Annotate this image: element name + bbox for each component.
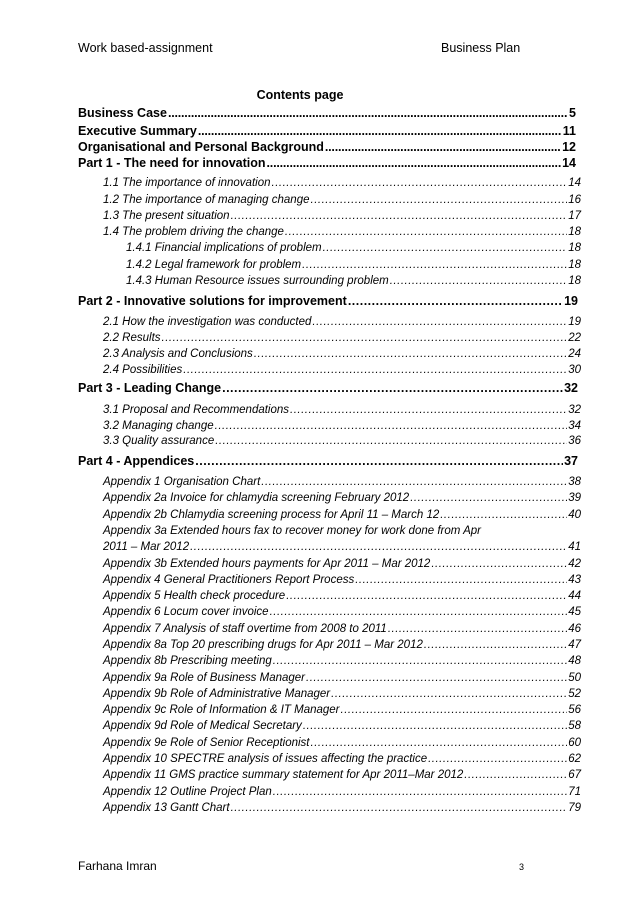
toc-page: 60 — [568, 737, 581, 749]
toc-page: 14 — [562, 156, 576, 170]
toc-entry-appendix[interactable] — [103, 786, 581, 798]
toc-label: Appendix 1 Organisation Chart — [103, 476, 261, 488]
toc-label: Appendix 4 General Practitioners Report Process — [103, 574, 355, 586]
toc-entry-appendix[interactable] — [103, 574, 581, 586]
toc-entry[interactable] — [103, 194, 581, 206]
toc-label: 1.4 The problem driving the change — [103, 226, 284, 238]
toc-page: 44 — [568, 590, 581, 602]
header-right: Business Plan — [441, 41, 521, 55]
toc-entry[interactable] — [103, 177, 581, 189]
toc-label: 2011 – Mar 2012 — [103, 541, 190, 553]
toc-label: Appendix 13 Gantt Chart — [103, 802, 230, 814]
toc-entry-appendix[interactable] — [103, 672, 581, 684]
toc-page: 34 — [568, 420, 581, 432]
toc-entry[interactable] — [103, 404, 581, 416]
toc-label: 2.4 Possibilities — [103, 364, 183, 376]
toc-page: 46 — [568, 623, 581, 635]
toc-page: 43 — [568, 574, 581, 586]
footer-author: Farhana Imran — [78, 859, 157, 873]
toc-page: 79 — [568, 802, 581, 814]
toc-label: Appendix 8a Top 20 prescribing drugs for Apr 2011 – Mar 2012 — [103, 639, 423, 651]
toc-page: 47 — [568, 639, 581, 651]
toc-page: 40 — [568, 509, 581, 521]
toc-entry-appendix[interactable] — [103, 655, 581, 667]
toc-page: 50 — [568, 672, 581, 684]
toc-entry-appendix[interactable] — [103, 590, 581, 602]
toc-page: 62 — [568, 753, 581, 765]
toc-label: 1.4.1 Financial implications of problem — [126, 242, 322, 254]
toc-entry-appendix[interactable] — [103, 606, 581, 618]
toc-entry-appendix[interactable] — [103, 753, 581, 765]
toc-entry-appendix[interactable] — [103, 704, 581, 716]
toc-label: Part 1 - The need for innovation — [78, 156, 266, 170]
toc-page: 5 — [569, 106, 576, 120]
toc-label: 3.3 Quality assurance — [103, 435, 215, 447]
header-left: Work based-assignment — [78, 41, 213, 55]
toc-label: Part 3 - Leading Change — [78, 381, 222, 395]
toc-page: 58 — [568, 720, 581, 732]
toc-label: Appendix 9a Role of Business Manager — [103, 672, 306, 684]
toc-entry-background[interactable] — [78, 140, 576, 154]
toc-entry-part2[interactable] — [78, 294, 578, 308]
toc-entry-appendix[interactable] — [103, 769, 581, 781]
toc-label: Appendix 9d Role of Medical Secretary — [103, 720, 302, 732]
toc-label: 1.4.3 Human Resource issues surrounding problem — [126, 275, 389, 287]
toc-label: Part 4 - Appendices — [78, 454, 195, 468]
toc-label: 1.2 The importance of managing change — [103, 194, 310, 206]
toc-entry[interactable] — [103, 364, 581, 376]
toc-label: Appendix 6 Locum cover invoice — [103, 606, 269, 618]
toc-page: 19 — [568, 316, 581, 328]
toc-entry-appendix[interactable] — [103, 541, 581, 553]
toc-entry-appendix[interactable] — [103, 639, 581, 651]
toc-page: 14 — [568, 177, 581, 189]
toc-label: Appendix 5 Health check procedure — [103, 590, 286, 602]
footer-page-number: 3 — [519, 862, 525, 872]
toc-label: Appendix 2b Chlamydia screening process for April 11 – March 12 — [103, 509, 440, 521]
toc-entry[interactable] — [103, 420, 581, 432]
toc-page: 18 — [568, 242, 581, 254]
toc-label: 3.2 Managing change — [103, 420, 214, 432]
toc-label: Appendix 7 Analysis of staff overtime from 2008 to 2011 — [103, 623, 387, 635]
toc-label: 1.1 The importance of innovation — [103, 177, 271, 189]
toc-page: 38 — [568, 476, 581, 488]
toc-entry[interactable] — [103, 226, 581, 238]
toc-label: Appendix 2a Invoice for chlamydia screening February 2012 — [103, 492, 410, 504]
toc-entry-appendix[interactable] — [103, 492, 581, 504]
toc-page: 22 — [568, 332, 581, 344]
toc-label: 1.4.2 Legal framework for problem — [126, 259, 302, 271]
toc-entry[interactable] — [126, 242, 581, 254]
toc-entry-appendix[interactable] — [103, 509, 581, 521]
toc-page: 24 — [568, 348, 581, 360]
toc-page: 18 — [568, 226, 581, 238]
toc-label: Appendix 10 SPECTRE analysis of issues affecting the practice — [103, 753, 428, 765]
toc-entry-appendix[interactable] — [103, 623, 581, 635]
toc-label: 3.1 Proposal and Recommendations — [103, 404, 290, 416]
toc-entry-appendix[interactable] — [103, 737, 581, 749]
toc-entry[interactable] — [103, 210, 581, 222]
toc-label: Appendix 9e Role of Senior Receptionist — [103, 737, 310, 749]
toc-entry[interactable] — [126, 275, 581, 287]
toc-entry-executive-summary[interactable] — [78, 124, 576, 138]
toc-entry-part3[interactable] — [78, 381, 578, 395]
toc-page: 67 — [568, 769, 581, 781]
toc-page: 18 — [568, 259, 581, 271]
toc-label: Appendix 3b Extended hours payments for Apr 2011 – Mar 2012 — [103, 558, 431, 570]
toc-label: Executive Summary — [78, 124, 197, 138]
toc-entry-appendix[interactable] — [103, 688, 581, 700]
toc-page: 19 — [564, 294, 578, 308]
toc-entry-appendix[interactable] — [103, 476, 581, 488]
toc-entry-appendix[interactable] — [103, 720, 581, 732]
toc-page: 32 — [564, 381, 578, 395]
toc-entry[interactable] — [126, 259, 581, 271]
toc-label: Appendix 9c Role of Information & IT Manager — [103, 704, 340, 716]
toc-page: 71 — [568, 786, 581, 798]
toc-page: 39 — [568, 492, 581, 504]
toc-page: 45 — [568, 606, 581, 618]
toc-entry-business-case[interactable] — [78, 106, 576, 120]
toc-page: 18 — [568, 275, 581, 287]
toc-label: Business Case — [78, 106, 167, 120]
toc-label: 2.2 Results — [103, 332, 161, 344]
toc-page: 41 — [568, 541, 581, 553]
toc-page: 11 — [562, 124, 576, 138]
toc-page: 42 — [568, 558, 581, 570]
toc-entry[interactable] — [103, 348, 581, 360]
toc-page: 56 — [568, 704, 581, 716]
toc-entry-appendix[interactable] — [103, 558, 581, 570]
toc-entry[interactable] — [103, 332, 581, 344]
toc-appendix-3a-line1[interactable]: Appendix 3a Extended hours fax to recover money for work done from Apr — [103, 525, 481, 537]
toc-entry[interactable] — [103, 316, 581, 328]
page-title: Contents page — [256, 88, 344, 102]
toc-entry-appendix[interactable] — [103, 802, 581, 814]
toc-label: Appendix 12 Outline Project Plan — [103, 786, 272, 798]
toc-entry[interactable] — [103, 435, 581, 447]
toc-label: 2.3 Analysis and Conclusions — [103, 348, 253, 360]
toc-label: Part 2 - Innovative solutions for improvement — [78, 294, 347, 308]
toc-entry-part4[interactable] — [78, 454, 578, 468]
toc-page: 12 — [562, 140, 576, 154]
toc-page: 16 — [568, 194, 581, 206]
toc-page: 32 — [568, 404, 581, 416]
toc-entry-part1[interactable] — [78, 156, 576, 170]
toc-label: Appendix 11 GMS practice summary statement for Apr 2011–Mar 2012 — [103, 769, 464, 781]
toc-label: 1.3 The present situation — [103, 210, 230, 222]
toc-label: Organisational and Personal Background — [78, 140, 324, 154]
toc-page: 37 — [564, 454, 578, 468]
toc-page: 48 — [568, 655, 581, 667]
toc-label: Appendix 8b Prescribing meeting — [103, 655, 272, 667]
toc-page: 17 — [568, 210, 581, 222]
toc-page: 52 — [568, 688, 581, 700]
toc-page: 36 — [568, 435, 581, 447]
toc-page: 30 — [568, 364, 581, 376]
toc-label: 2.1 How the investigation was conducted — [103, 316, 312, 328]
toc-label: Appendix 9b Role of Administrative Manager — [103, 688, 331, 700]
